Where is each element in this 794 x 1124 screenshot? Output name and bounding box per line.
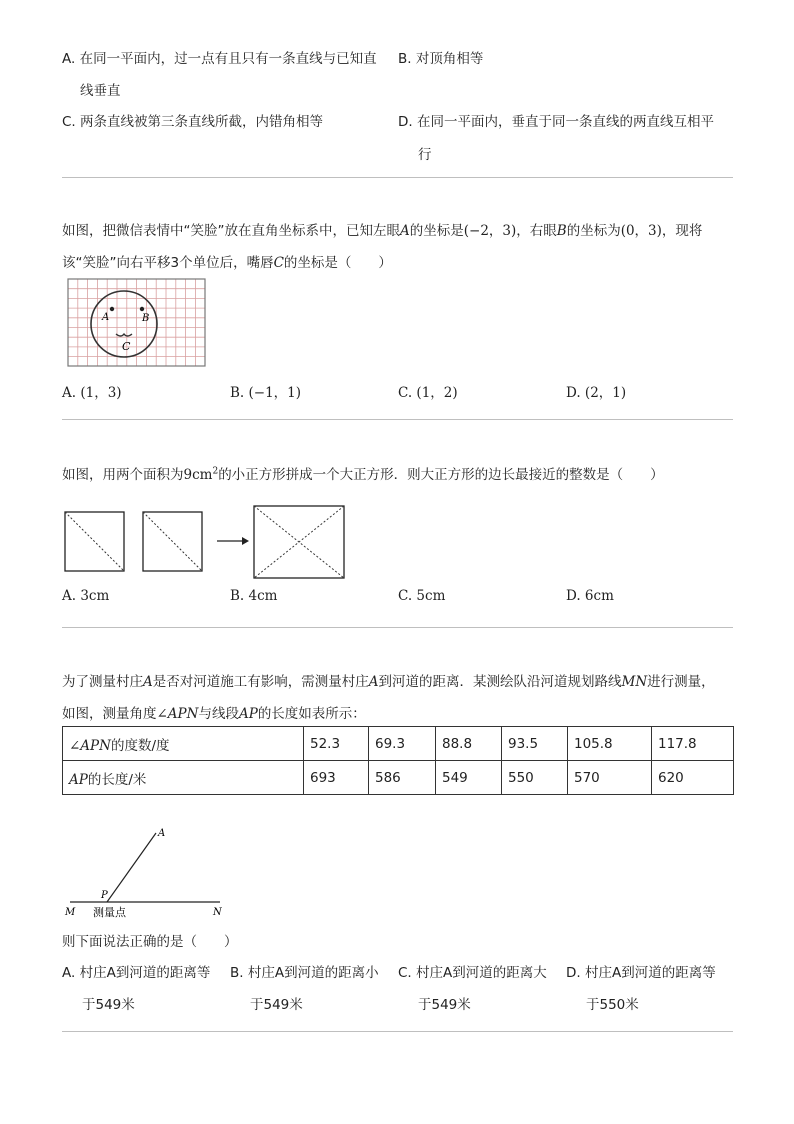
q3-option-d: D. 6cm — [566, 588, 614, 604]
q4-label-mn: MN — [621, 674, 648, 690]
q4-segment-ap: AP — [238, 706, 258, 722]
q4-option-b-line2: 于549米 — [250, 997, 303, 1013]
q4-text: 与线段 — [198, 706, 239, 722]
q2-text: 的坐标是 — [409, 223, 464, 239]
q4-label-a: A — [368, 674, 379, 690]
q4-text: 到河道的距离．某测绘队沿河道规划路线 — [378, 674, 622, 690]
q2-text: 该“笑脸”向右平移3个单位后，嘴唇 — [62, 255, 274, 271]
q4-stem-line1 — [62, 670, 715, 690]
q3-option-a: A. 3cm — [62, 588, 110, 604]
q4-option-b-line1: B. 村庄A到河道的距离小 — [230, 965, 379, 981]
q4-option-a-line2: 于549米 — [82, 997, 135, 1013]
q4-option-a-line1: A. 村庄A到河道的距离等 — [62, 965, 211, 981]
header-text: 的长度/米 — [87, 771, 147, 788]
fig-label-m: M — [65, 907, 76, 918]
q2-stem-line2 — [62, 251, 392, 271]
left-eye — [110, 307, 114, 311]
q4-text: 是否对河道施工有影响，需测量村庄 — [152, 674, 369, 690]
table-cell: 586 — [369, 761, 436, 795]
segment-symbol: AP — [69, 771, 88, 788]
divider — [62, 419, 733, 420]
table-cell: 93.5 — [502, 727, 568, 761]
fig-label-a: A — [158, 828, 166, 839]
q4-option-d-line1: D. 村庄A到河道的距离等 — [566, 965, 716, 981]
table-header-cell — [63, 727, 304, 761]
q4-text: 如图，测量角度 — [62, 706, 157, 722]
q4-question: 则下面说法正确的是（ ） — [62, 934, 238, 950]
table-cell: 693 — [304, 761, 369, 795]
table-cell: 549 — [436, 761, 502, 795]
q1-option-d-line2: 行 — [418, 147, 432, 163]
segment-ap — [107, 833, 156, 902]
table-cell: 570 — [568, 761, 652, 795]
q2-label-b: B — [556, 223, 567, 239]
q2-option-c: C. (1，2) — [398, 385, 458, 401]
mouth — [116, 334, 132, 336]
divider — [62, 1031, 733, 1032]
q2-option-b: B. (−1，1) — [230, 385, 302, 401]
q4-option-c-line1: C. 村庄A到河道的距离大 — [398, 965, 547, 981]
q1-option-d-line1: D. 在同一平面内，垂直于同一条直线的两直线互相平 — [398, 114, 714, 130]
table-row — [63, 727, 734, 761]
q2-label-a: A — [400, 223, 410, 239]
q3-area-exponent: 2 — [212, 466, 219, 477]
q4-label-a: A — [143, 674, 153, 690]
table-cell: 117.8 — [652, 727, 734, 761]
fig-label-p: P — [101, 890, 108, 901]
q2-text: 的坐标是（ ） — [283, 255, 392, 271]
table-header-cell — [63, 761, 304, 795]
fig-label-b: B — [142, 313, 150, 324]
q3-text: 的小正方形拼成一个大正方形．则大正方形的边长最接近的整数是（ ） — [218, 467, 664, 483]
angle-symbol: ∠APN — [69, 737, 111, 754]
q1-option-c: C. 两条直线被第三条直线所截，内错角相等 — [62, 114, 324, 130]
q4-text: 的长度如表所示： — [257, 706, 366, 722]
divider — [62, 627, 733, 628]
q3-area: 9cm — [183, 467, 213, 483]
table-cell: 620 — [652, 761, 734, 795]
q2-label-c: C — [273, 255, 284, 271]
q2-coord-b: (0，3) — [620, 223, 662, 239]
river-measurement-figure — [60, 826, 235, 922]
q3-text: 如图，用两个面积为 — [62, 467, 184, 483]
arrow-head-icon — [242, 537, 249, 545]
q4-option-d-line2: 于550米 — [586, 997, 639, 1013]
q2-option-d: D. (2，1) — [566, 385, 627, 401]
q2-text: ，右眼 — [516, 223, 557, 239]
fig-label-c: C — [122, 340, 131, 353]
table-cell: 69.3 — [369, 727, 436, 761]
q2-text: 如图，把微信表情中“笑脸”放在直角坐标系中，已知左眼 — [62, 223, 400, 239]
q2-option-a: A. (1，3) — [62, 385, 122, 401]
q1-option-a-line2: 线垂直 — [80, 83, 121, 99]
squares-figure — [60, 505, 360, 585]
table-cell: 105.8 — [568, 727, 652, 761]
table-cell: 550 — [502, 761, 568, 795]
smiley-grid-figure — [66, 276, 208, 370]
q1-option-b: B. 对顶角相等 — [398, 51, 484, 67]
table-cell: 88.8 — [436, 727, 502, 761]
header-text: 的度数/度 — [110, 737, 170, 754]
fig-caption: 测量点 — [93, 906, 126, 919]
q3-stem — [62, 463, 664, 483]
divider — [62, 177, 733, 178]
fig-label-n: N — [213, 907, 222, 918]
q4-stem-line2 — [62, 702, 366, 722]
q3-option-c: C. 5cm — [398, 588, 446, 604]
q2-coord-a: (−2，3) — [463, 223, 517, 239]
right-eye — [140, 307, 144, 311]
q2-text: 的坐标为 — [566, 223, 621, 239]
table-cell: 52.3 — [304, 727, 369, 761]
table-row — [63, 761, 734, 795]
q2-text: ，现将 — [661, 223, 703, 239]
q3-option-b: B. 4cm — [230, 588, 278, 604]
q4-text: 进行测量， — [647, 674, 715, 690]
q4-angle: ∠APN — [156, 706, 199, 722]
q4-option-c-line2: 于549米 — [418, 997, 471, 1013]
diagonal — [65, 512, 124, 571]
diagonal — [143, 512, 202, 571]
q1-option-a-line1: A. 在同一平面内，过一点有且只有一条直线与已知直 — [62, 51, 377, 67]
measurement-table — [62, 726, 734, 795]
q2-stem-line1 — [62, 219, 702, 239]
fig-label-a: A — [102, 312, 110, 323]
q4-text: 为了测量村庄 — [62, 674, 143, 690]
